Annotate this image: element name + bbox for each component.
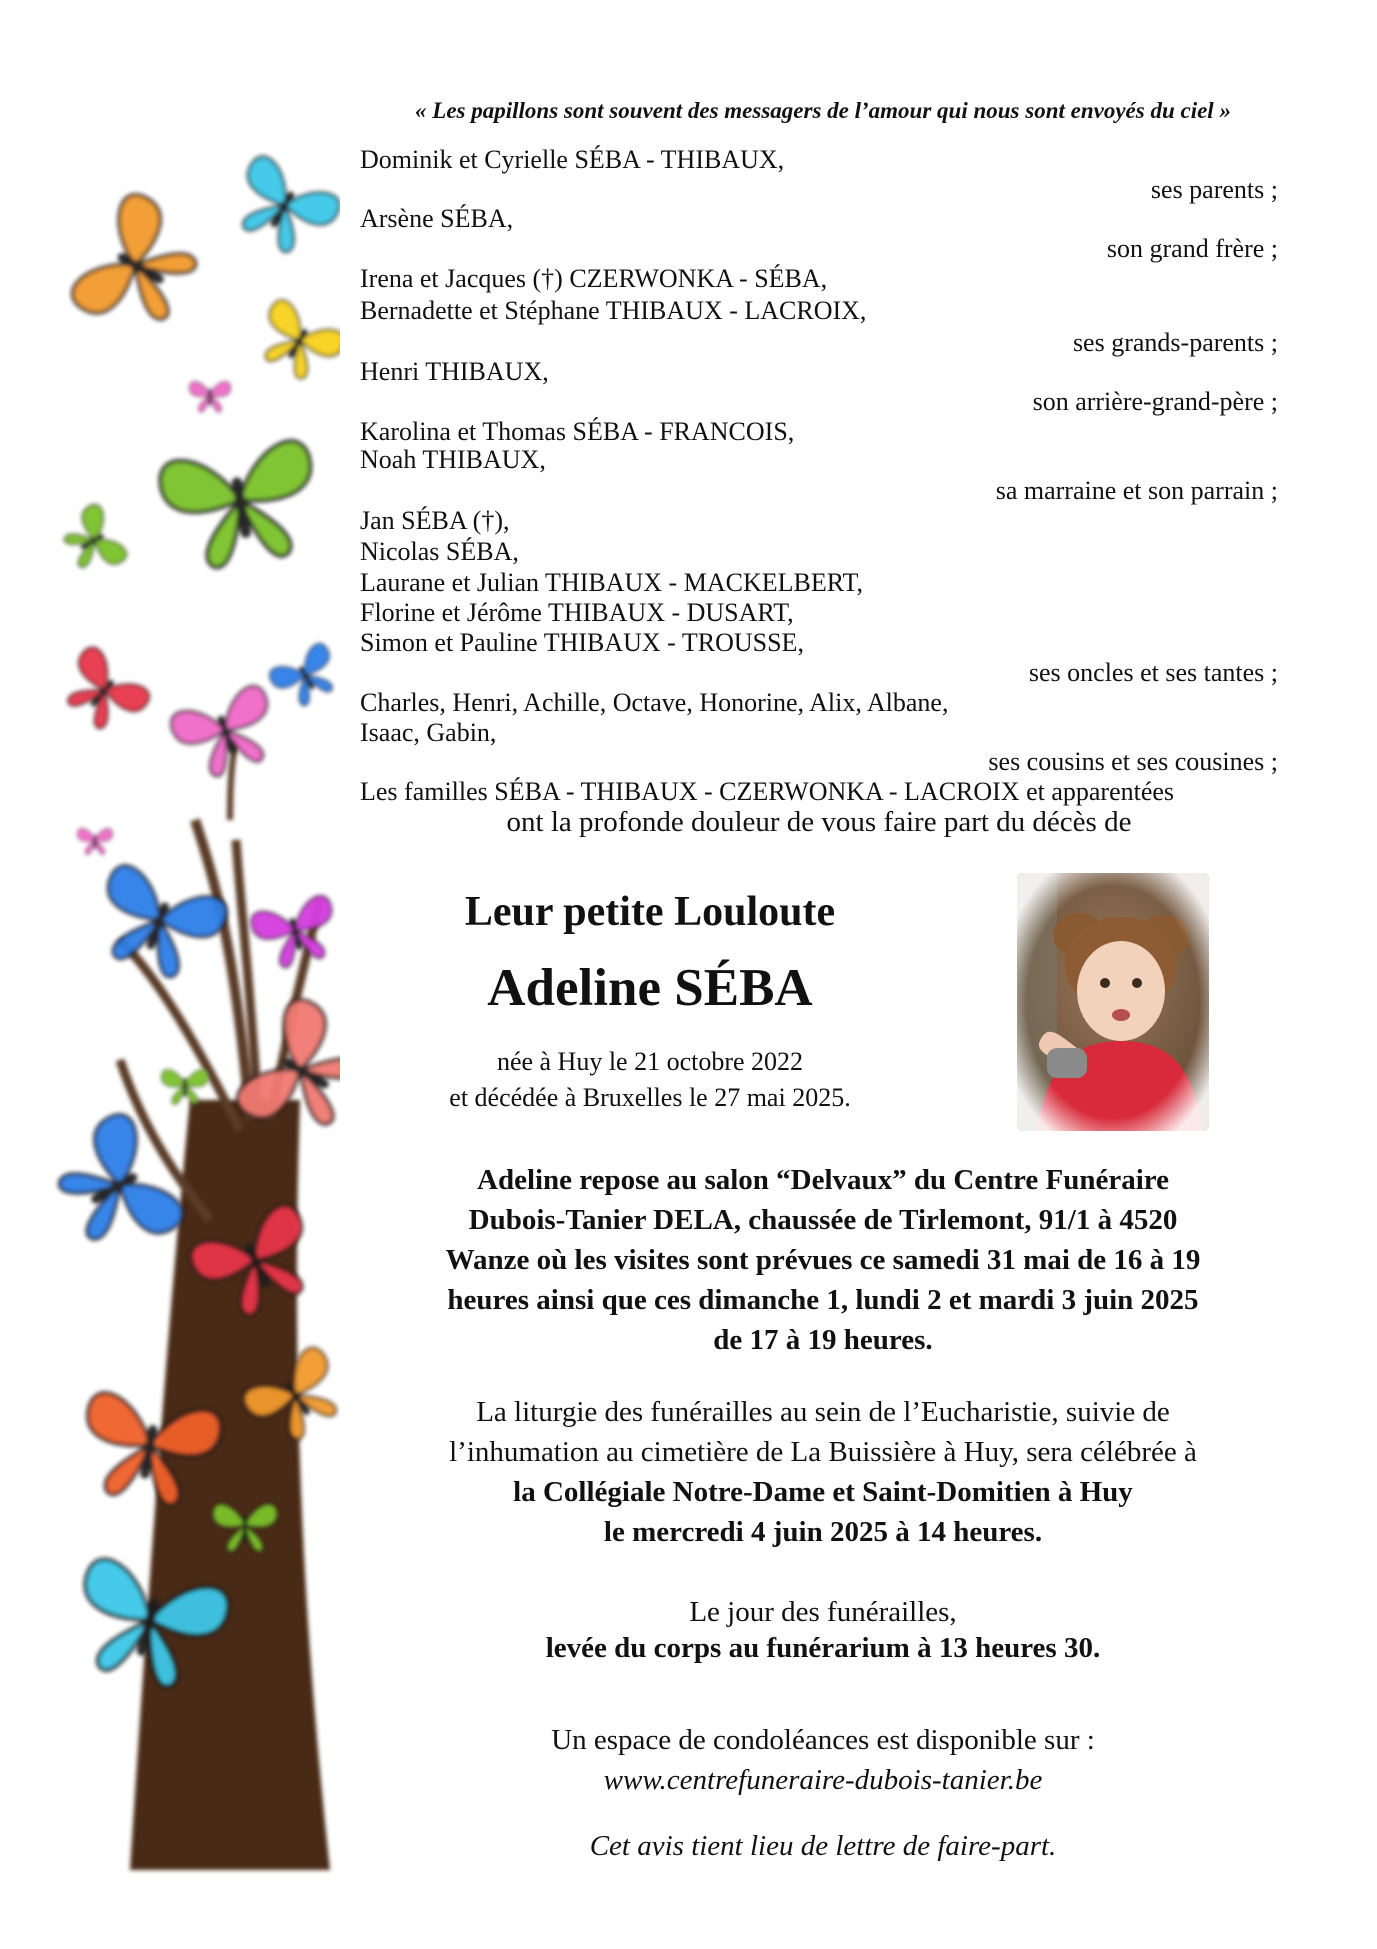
family-role-line: sa marraine et son parrain ; xyxy=(995,476,1278,505)
liturgy-date: le mercredi 4 juin 2025 à 14 heures. xyxy=(603,1516,1043,1548)
butterfly-icon xyxy=(248,297,340,390)
butterfly-icon xyxy=(157,438,325,574)
birth-date: née à Huy le 21 octobre 2022 xyxy=(496,1047,804,1076)
liturgy-line: La liturgie des funérailles au sein de l’Eucharistie, suivie de xyxy=(476,1396,1170,1428)
deceased-name: Adeline SÉBA xyxy=(487,959,813,1017)
family-role-line: ses grands-parents ; xyxy=(1072,328,1278,357)
visitation-line: de 17 à 19 heures. xyxy=(713,1324,933,1356)
family-name-line: Simon et Pauline THIBAUX - TROUSSE, xyxy=(360,628,804,657)
families-line: Les familles SÉBA - THIBAUX - CZERWONKA - LACROIX et apparentées xyxy=(360,777,1175,806)
family-name-line: Irena et Jacques (†) CZERWONKA - SÉBA, xyxy=(360,264,828,293)
announcement-lead: ont la profonde douleur de vous faire part du décès de xyxy=(506,806,1132,838)
butterfly-tree-illustration xyxy=(0,0,340,1949)
condolences-link[interactable]: www.centrefuneraire-dubois-tanier.be xyxy=(603,1764,1043,1796)
liturgy-church: la Collégiale Notre-Dame et Saint-Domitien à Huy xyxy=(513,1476,1133,1508)
death-date: et décédée à Bruxelles le 27 mai 2025. xyxy=(449,1083,851,1112)
butterfly-icon xyxy=(56,502,129,581)
butterfly-icon xyxy=(162,1070,208,1104)
butterfly-icon xyxy=(190,382,231,412)
family-name-line: Bernadette et Stéphane THIBAUX - LACROIX, xyxy=(360,296,867,325)
family-role-line: ses cousins et ses cousines ; xyxy=(988,747,1278,776)
family-name-line: Laurane et Julian THIBAUX - MACKELBERT, xyxy=(360,568,863,597)
family-name-line: Henri THIBAUX, xyxy=(360,357,549,386)
visitation-line: heures ainsi que ces dimanche 1, lundi 2 et mardi 3 juin 2025 xyxy=(447,1284,1199,1316)
condolences-text: Un espace de condoléances est disponible sur : xyxy=(551,1724,1095,1756)
butterfly-icon xyxy=(168,683,286,785)
funeral-day-line: Le jour des funérailles, xyxy=(689,1596,957,1628)
family-role-line: ses oncles et ses tantes ; xyxy=(1028,658,1278,687)
butterfly-icon xyxy=(222,152,340,265)
family-name-line: Jan SÉBA (†), xyxy=(360,506,510,535)
opening-quote: « Les papillons sont souvent des messagers de l’amour qui nous sont envoyés du ciel » xyxy=(415,98,1231,123)
butterfly-icon xyxy=(52,644,153,742)
visitation-line: Adeline repose au salon “Delvaux” du Centre Funéraire xyxy=(477,1164,1169,1196)
butterfly-icon xyxy=(267,641,340,714)
family-role-line: son arrière-grand-père ; xyxy=(1032,387,1278,416)
deceased-subtitle: Leur petite Louloute xyxy=(464,889,836,935)
butterfly-icon xyxy=(78,829,113,855)
child-portrait-photo xyxy=(1017,873,1209,1131)
family-name-line: Arsène SÉBA, xyxy=(360,204,514,233)
family-role-line: son grand frère ; xyxy=(1106,234,1278,263)
family-name-line: Dominik et Cyrielle SÉBA - THIBAUX, xyxy=(360,145,785,174)
family-name-line: Noah THIBAUX, xyxy=(360,445,546,474)
funeral-day-time: levée du corps au funérarium à 13 heures 30. xyxy=(545,1632,1101,1664)
butterfly-icon xyxy=(42,1109,188,1267)
butterfly-icon xyxy=(249,894,340,973)
visitation-line: Dubois-Tanier DELA, chaussée de Tirlemont, 91/1 à 4520 xyxy=(468,1204,1178,1236)
family-name-line: Charles, Henri, Achille, Octave, Honorine, Alix, Albane, xyxy=(360,688,949,717)
butterfly-icon xyxy=(67,189,213,347)
family-name-line: Florine et Jérôme THIBAUX - DUSART, xyxy=(360,598,794,627)
family-name-line: Nicolas SÉBA, xyxy=(360,537,519,566)
visitation-line: Wanze où les visites sont prévues ce samedi 31 mai de 16 à 19 xyxy=(445,1244,1201,1276)
family-name-line: Isaac, Gabin, xyxy=(360,718,497,747)
liturgy-line: l’inhumation au cimetière de La Buissière à Huy, sera célébrée à xyxy=(449,1436,1197,1468)
family-role-line: ses parents ; xyxy=(1150,175,1278,204)
closing-note: Cet avis tient lieu de lettre de faire-part. xyxy=(589,1830,1057,1862)
family-name-line: Karolina et Thomas SÉBA - FRANCOIS, xyxy=(360,417,795,446)
